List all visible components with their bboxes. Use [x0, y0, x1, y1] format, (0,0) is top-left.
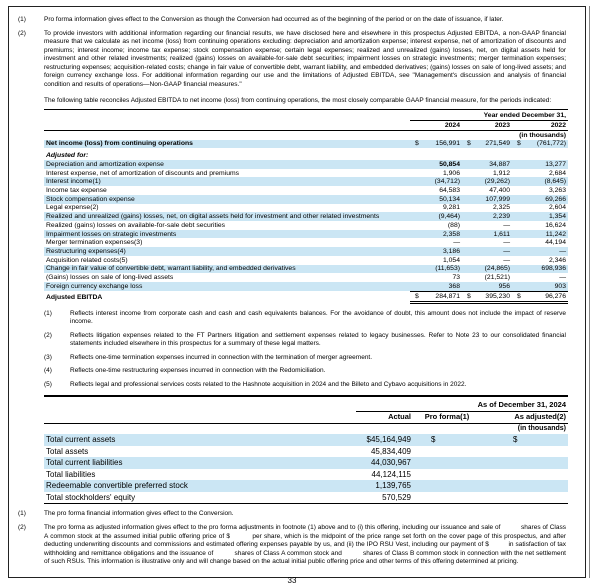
table-row [44, 247, 568, 256]
table-row [44, 282, 568, 291]
row-label: Merger termination expenses(3) [46, 239, 143, 247]
table-footnote-text: Reflects interest income from corporate cash and cash and cash equivalents balances. For the avoidance of doubt, this amount does not include the impact of reserve income. [70, 309, 566, 326]
year-2024-header: 2024 [410, 121, 462, 131]
row-label: Total assets [46, 446, 89, 456]
asadjusted-value [481, 457, 568, 469]
proforma-value [413, 480, 481, 492]
page-content [18, 16, 566, 585]
footnote-marker: (2) [18, 523, 26, 531]
row-value: 1,611 [493, 230, 510, 238]
table-row [44, 186, 568, 195]
amount: 395,230 [485, 292, 510, 300]
table-footnote-text: Reflects litigation expenses related to the FT Partners litigation and settlement expenses related to legacy businesses. Refer to Note 23 to our consolidated financial statements included elsewhere in this prospectus for a summary of these legal matters. [70, 331, 566, 348]
proforma-value [413, 492, 481, 504]
row-value: 956 [462, 282, 512, 291]
footnote [18, 30, 566, 90]
period-header: Year ended December 31, [410, 110, 568, 121]
row-value: 13,277 [545, 160, 566, 168]
row-label: Total liabilities [46, 469, 96, 479]
currency-symbol: $ [517, 292, 521, 300]
table-row [44, 169, 568, 178]
amount: 284,871 [435, 292, 460, 300]
row-value: — [503, 239, 510, 247]
table-footnote [44, 332, 566, 349]
table-row [44, 221, 568, 230]
row-label: Interest expense, net of amortization of discounts and premiums [46, 169, 240, 177]
row-value: 368 [410, 282, 462, 291]
row-label: Redeemable convertible preferred stock [46, 481, 188, 491]
row-value: — [503, 221, 510, 229]
proforma-value [413, 446, 481, 458]
row-label: Total stockholders' equity [46, 492, 136, 502]
row-label: Adjusted for: [46, 152, 89, 160]
footnote [18, 524, 566, 567]
currency-symbol: $ [467, 292, 471, 300]
row-value: 73 [452, 274, 460, 282]
row-value: 1,054 [442, 256, 460, 264]
table-footnote [44, 367, 566, 376]
footnote-text: To provide investors with additional information regarding our financial results, we have disclosed here and elsewhere in this prospectus Adjusted EBITDA, a non-GAAP financial measure that we calculate as net income (loss) from continuing operations excluding: depreciation and amortization expense; interest expense, net of amortization of discounts and premiums; interest income; income tax expense; stock compensation expense; certain legal expenses; realized and unrealized (gains) losses, net, on digital assets held for investment and other related investments; realized (gains) losses on available-for-sale debt securities; impairment losses on strategic investments; merger termination expenses; restructuring expenses; acquisition-related costs; change in fair value of convertible debt, warrant liability, and embedded derivatives; (gains) losses on sale of long-lived assets; and foreign currency exchange loss. For additional information regarding our use and the limitations of Adjusted EBITDA, see "Management's discussion and analysis of financial condition and results of operations—Non-GAAP financial measures." [44, 29, 566, 89]
proforma-value [413, 469, 481, 481]
row-value: 903 [512, 282, 568, 291]
asof-header-row [44, 400, 568, 412]
row-value: (29,262) [484, 178, 510, 186]
units-label: (in thousands) [517, 424, 566, 432]
units-row [44, 130, 568, 139]
row-label: Change in fair value of convertible debt, warrant liability, and embedded derivatives [46, 265, 296, 273]
row-value: 2,604 [548, 204, 566, 212]
units-row [44, 423, 568, 434]
row-value: (88) [447, 221, 460, 229]
row-value: 2,239 [492, 213, 510, 221]
table-row [44, 256, 568, 265]
row-value: 3,263 [548, 186, 566, 194]
table-row [44, 457, 568, 469]
row-value: 1,906 [442, 169, 460, 177]
table-row [44, 492, 568, 504]
row-label: Adjusted EBITDA [46, 294, 103, 302]
units-label: (in thousands) [519, 131, 566, 139]
actual-value: 44,030,967 [370, 458, 411, 468]
row-label: Foreign currency exchange loss [46, 283, 143, 291]
table-row [44, 238, 568, 247]
footnote-marker: (1) [18, 510, 26, 518]
table-row [44, 446, 568, 458]
row-value [410, 291, 462, 302]
row-value: (34,712) [434, 178, 460, 186]
table-footnote [44, 310, 566, 327]
actual-value: 45,834,409 [370, 446, 411, 456]
table-row [44, 469, 568, 481]
currency-symbol: $ [517, 140, 521, 148]
currency-symbol: $ [415, 140, 419, 148]
row-label: Income tax expense [46, 186, 107, 194]
table-footnotes [44, 310, 566, 390]
table-row [44, 204, 568, 213]
empty-cell [44, 423, 356, 434]
column-header-row [44, 411, 568, 423]
row-value: (9,464) [438, 213, 460, 221]
proforma-value [413, 457, 481, 469]
actual-value: 570,529 [382, 492, 411, 502]
table-row [44, 212, 568, 221]
row-value: — [559, 274, 566, 282]
footnote-text: Pro forma information gives effect to the Conversion as though the Conversion had occurred as of the beginning of the period or on the date of issuance, if later. [44, 16, 504, 23]
currency-symbol: $ [415, 292, 419, 300]
table-footnote-marker: (4) [44, 367, 52, 375]
row-value: 2,325 [492, 204, 510, 212]
footnote-marker: (2) [18, 29, 26, 37]
row-value [462, 140, 512, 149]
table-row [44, 151, 568, 160]
row-value: 47,400 [489, 186, 510, 194]
row-label: Impairment losses on strategic investments [46, 230, 177, 238]
table-row [44, 195, 568, 204]
row-label: Realized (gains) losses on available-for-sale debt securities [46, 221, 226, 229]
footnote-text: The pro forma financial information gives effect to the Conversion. [44, 510, 234, 518]
empty-cell [44, 400, 356, 412]
row-value: 50,134 [439, 195, 460, 203]
row-label: Depreciation and amortization expense [46, 160, 164, 168]
table-footnote-text: Reflects one-time restructuring expenses incurred in connection with the Redomiciliation. [70, 367, 326, 375]
table-row [44, 291, 568, 302]
empty-cell [44, 110, 410, 121]
balance-sheet-table [44, 400, 568, 505]
amount: (761,772) [536, 140, 566, 148]
table-footnote [44, 381, 566, 390]
year-2022-header: 2022 [512, 121, 568, 131]
table-footnote-text: Reflects legal and professional services costs related to the Hashnote acquisition in 2024 and the Billeto and Cybavo acquisitions in 2022. [70, 380, 467, 388]
row-label: Acquisition related costs(5) [46, 256, 128, 264]
row-value: 2,346 [548, 256, 566, 264]
row-value: 44,194 [545, 239, 566, 247]
row-value: 107,999 [485, 195, 510, 203]
row-label: Legal expense(2) [46, 204, 99, 212]
footnote [18, 510, 566, 519]
row-label: Interest income(1) [46, 178, 101, 186]
table-intro: The following table reconciles Adjusted EBITDA to net income (loss) from continuing operations, the most closely comparable GAAP financial measure, for the periods indicated: [44, 96, 552, 104]
row-label: Restructuring expenses(4) [46, 247, 126, 255]
empty-cell [44, 121, 410, 131]
row-value [512, 140, 568, 149]
row-value: 1,354 [548, 213, 566, 221]
row-value: (8,645) [544, 178, 566, 186]
row-value: 698,936 [541, 265, 566, 273]
proforma-value: $ [431, 435, 436, 445]
row-value: (11,653) [435, 265, 460, 273]
row-value: 3,186 [442, 247, 460, 255]
section-divider [44, 395, 568, 397]
period-header-row [44, 110, 568, 121]
row-value: — [559, 247, 566, 255]
row-value: — [503, 247, 510, 255]
empty-cell [44, 411, 356, 423]
table-footnote-text: Reflects one-time termination expenses incurred in connection with the termination of merger agreement. [70, 353, 373, 361]
row-value: 16,624 [545, 221, 566, 229]
table-row [44, 265, 568, 274]
year-2023-header: 2023 [462, 121, 512, 131]
row-label: Realized and unrealized (gains) losses, net, on digital assets held for investment and other related investments [46, 213, 380, 221]
table-row [44, 480, 568, 492]
row-value: (24,865) [484, 265, 510, 273]
row-label: Net income (loss) from continuing operations [46, 140, 193, 148]
row-label: (Gains) losses on sale of long-lived assets [46, 274, 174, 282]
adjusted-ebitda-reconciliation-table [44, 109, 568, 303]
year-header-row [44, 121, 568, 131]
row-value [512, 151, 568, 160]
table-footnote-marker: (3) [44, 353, 52, 361]
row-value [410, 140, 462, 149]
row-value: (21,521) [484, 274, 510, 282]
currency-symbol: $ [467, 140, 471, 148]
row-value [410, 151, 462, 160]
row-value: — [503, 256, 510, 264]
row-value: 64,583 [439, 186, 460, 194]
page-number: 33 [287, 575, 297, 585]
table-row [44, 273, 568, 282]
proforma-column-header: Pro forma(1) [413, 411, 481, 423]
footnote-marker: (1) [18, 16, 26, 23]
asadjusted-value [481, 469, 568, 481]
top-footnotes [18, 16, 566, 90]
asadjusted-value [481, 480, 568, 492]
row-label: Total current liabilities [46, 458, 123, 468]
row-value: 2,684 [548, 169, 566, 177]
actual-value: $45,164,949 [366, 435, 411, 445]
table-footnote-marker: (5) [44, 380, 52, 388]
actual-column-header: Actual [356, 411, 413, 423]
table-footnote-marker: (2) [44, 331, 52, 339]
asadjusted-value [481, 446, 568, 458]
actual-value: 1,139,765 [375, 481, 411, 491]
footnote-text: The pro forma as adjusted information gives effect to the pro forma adjustments in footnote (1) above and to (i) this offering, including our issuance and sale of shares of Class A common stock at the assumed initial public offering price of $ per share, which is the midpoint of the price range set forth on the cover page of this prospectus, and after deducting underwriting discounts and commissions and estimated offering expenses payable by us, and (ii) the IPO RSU Vest, including our payment of $ in satisfaction of tax withholding and remittance obligations and the issuance of shares of Class A common stock and shares of Class B common stock in connection with the net settlement of such RSUs. This information is illustrative only and will change based on the actual initial public offering price and other terms of this offering determined at pricing. [44, 523, 566, 566]
table-row [44, 160, 568, 169]
row-value: 1,912 [492, 169, 510, 177]
row-value [512, 291, 568, 302]
table-row [44, 434, 568, 446]
table-row [44, 230, 568, 239]
row-value: 11,242 [545, 230, 566, 238]
table-row [44, 177, 568, 186]
row-value: 50,854 [439, 160, 460, 168]
bottom-footnotes [18, 510, 566, 566]
asadjusted-value [481, 492, 568, 504]
row-value: — [453, 239, 460, 247]
table-footnote [44, 354, 566, 363]
asadjusted-column-header: As adjusted(2) [481, 411, 568, 423]
amount: 156,991 [435, 140, 460, 148]
amount: 271,549 [485, 140, 510, 148]
actual-value: 44,124,115 [371, 469, 411, 479]
table-footnote-marker: (1) [44, 309, 52, 317]
row-label: Stock compensation expense [46, 195, 135, 203]
footnote [18, 16, 566, 25]
row-label: Total current assets [46, 435, 116, 445]
table-row [44, 140, 568, 149]
row-value [462, 291, 512, 302]
row-value [462, 151, 512, 160]
row-value: 69,266 [545, 195, 566, 203]
empty-cell [44, 130, 410, 139]
row-value: 9,281 [442, 204, 460, 212]
asof-header: As of December 31, 2024 [356, 400, 568, 412]
asadjusted-value: $ [513, 435, 518, 445]
row-value: 34,887 [489, 160, 510, 168]
row-value: 2,358 [442, 230, 460, 238]
amount: 96,276 [545, 292, 566, 300]
